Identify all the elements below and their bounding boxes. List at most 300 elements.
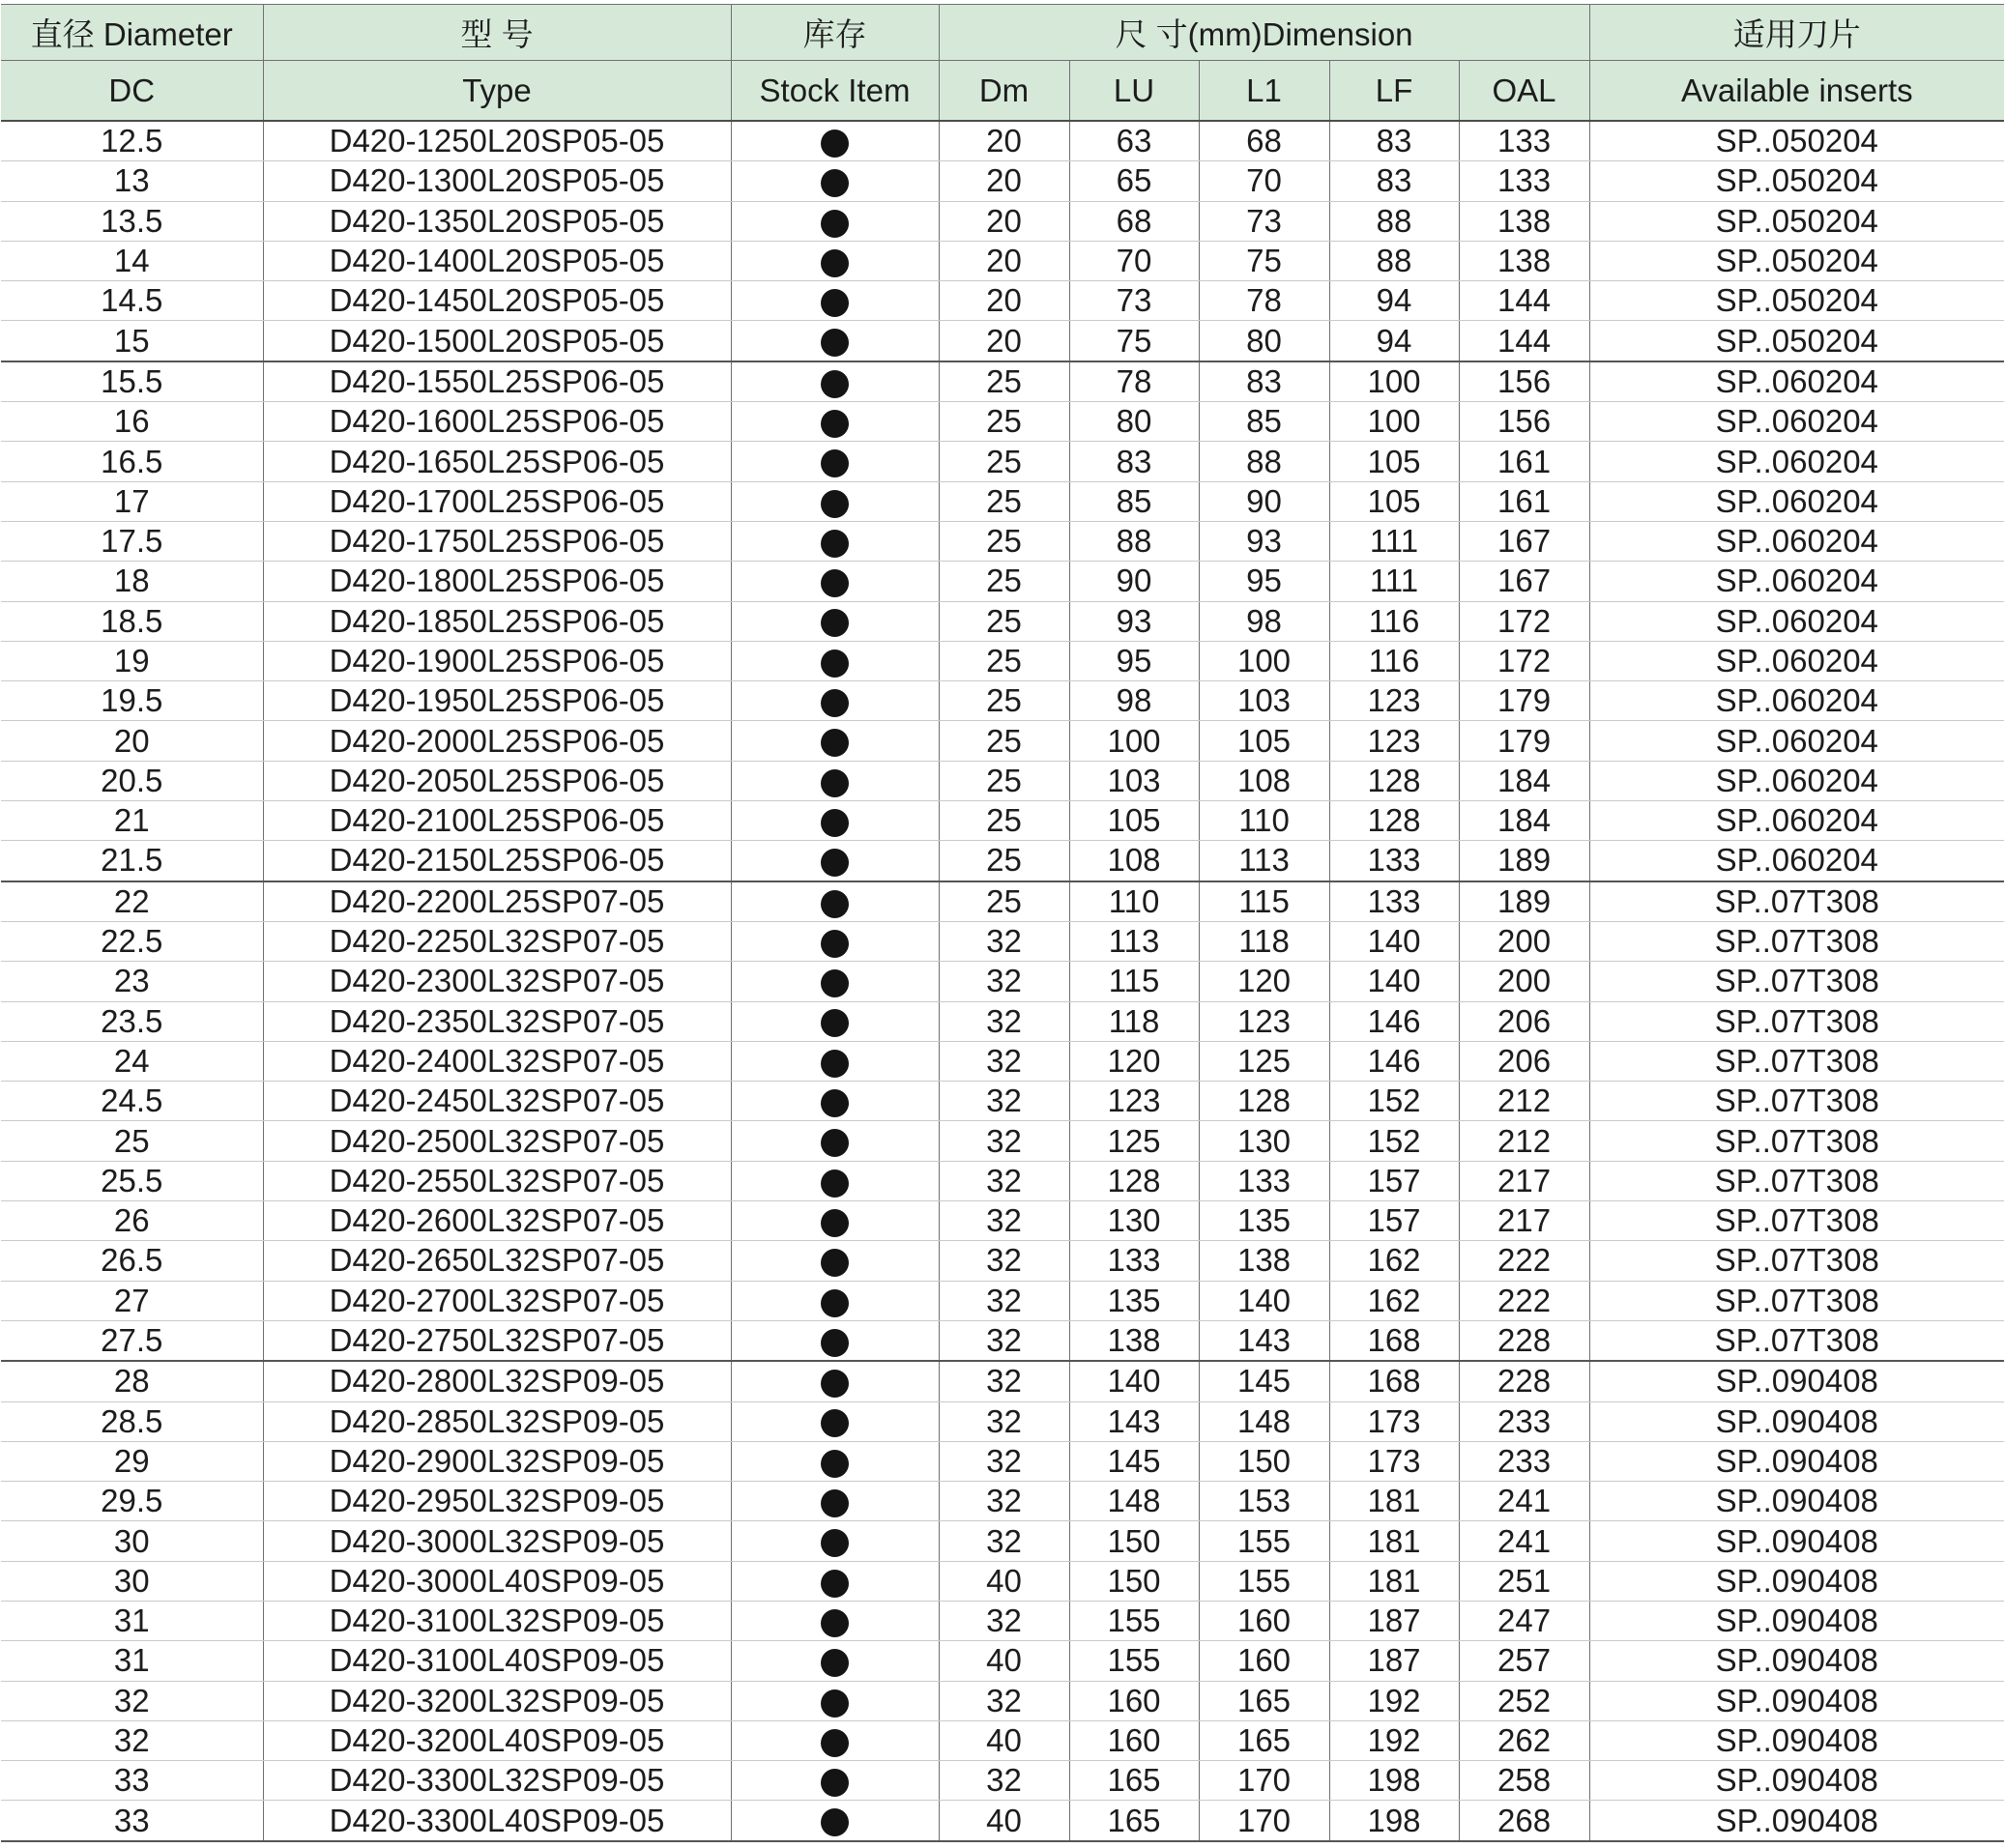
table-row: [1, 1681, 2004, 1720]
cell-oal: 156: [1459, 402, 1589, 442]
stock-dot-icon: [821, 769, 849, 797]
cell-l1: 128: [1199, 1082, 1329, 1121]
cell-type: D420-2400L32SP07-05: [263, 1041, 731, 1081]
cell-lu: 95: [1069, 641, 1199, 680]
cell-oal: 212: [1459, 1121, 1589, 1161]
cell-oal: 217: [1459, 1161, 1589, 1200]
cell-dc: 33: [1, 1801, 263, 1841]
table-row: [1, 161, 2004, 201]
table-row: [1, 1361, 2004, 1401]
table-row: [1, 1082, 2004, 1121]
cell-dc: 22: [1, 881, 263, 922]
cell-type: D420-1600L25SP06-05: [263, 402, 731, 442]
stock-dot-icon: [821, 1050, 849, 1078]
cell-stock: [731, 681, 939, 721]
cell-insert: SP..050204: [1589, 321, 2004, 361]
cell-lf: 128: [1329, 761, 1459, 800]
cell-lf: 187: [1329, 1601, 1459, 1640]
cell-dm: 25: [939, 841, 1069, 881]
cell-stock: [731, 1121, 939, 1161]
cell-type: D420-2500L32SP07-05: [263, 1121, 731, 1161]
stock-dot-icon: [821, 370, 849, 398]
cell-dc: 18: [1, 562, 263, 601]
cell-lf: 100: [1329, 361, 1459, 402]
cell-type: D420-3200L32SP09-05: [263, 1681, 731, 1720]
header-l1: L1: [1199, 61, 1329, 122]
cell-lu: 63: [1069, 121, 1199, 161]
cell-dc: 17.5: [1, 521, 263, 561]
cell-oal: 172: [1459, 601, 1589, 641]
cell-oal: 184: [1459, 761, 1589, 800]
cell-stock: [731, 1161, 939, 1200]
cell-dm: 32: [939, 1001, 1069, 1041]
cell-oal: 179: [1459, 681, 1589, 721]
stock-dot-icon: [821, 689, 849, 717]
cell-type: D420-1900L25SP06-05: [263, 641, 731, 680]
cell-lu: 105: [1069, 801, 1199, 841]
cell-oal: 233: [1459, 1441, 1589, 1481]
cell-lf: 116: [1329, 601, 1459, 641]
cell-dm: 32: [939, 1320, 1069, 1361]
cell-l1: 170: [1199, 1801, 1329, 1841]
cell-insert: SP..060204: [1589, 721, 2004, 761]
cell-dc: 20: [1, 721, 263, 761]
stock-dot-icon: [821, 1209, 849, 1237]
cell-l1: 73: [1199, 201, 1329, 241]
stock-dot-icon: [821, 410, 849, 438]
cell-stock: [731, 1801, 939, 1841]
cell-l1: 135: [1199, 1201, 1329, 1241]
cell-oal: 206: [1459, 1001, 1589, 1041]
cell-insert: SP..07T308: [1589, 1320, 2004, 1361]
header-inserts-en: Available inserts: [1589, 61, 2004, 122]
cell-lf: 157: [1329, 1201, 1459, 1241]
cell-oal: 268: [1459, 1801, 1589, 1841]
cell-lf: 111: [1329, 562, 1459, 601]
cell-insert: SP..090408: [1589, 1720, 2004, 1760]
cell-stock: [731, 1281, 939, 1320]
cell-dm: 25: [939, 442, 1069, 481]
cell-insert: SP..07T308: [1589, 921, 2004, 961]
cell-oal: 138: [1459, 241, 1589, 280]
cell-l1: 123: [1199, 1001, 1329, 1041]
cell-l1: 160: [1199, 1641, 1329, 1681]
cell-l1: 95: [1199, 562, 1329, 601]
cell-dc: 22.5: [1, 921, 263, 961]
cell-dc: 32: [1, 1681, 263, 1720]
cell-oal: 200: [1459, 962, 1589, 1001]
cell-stock: [731, 1320, 939, 1361]
table-row: [1, 121, 2004, 161]
header-dm: Dm: [939, 61, 1069, 122]
table-header: [1, 5, 2004, 122]
cell-dc: 30: [1, 1561, 263, 1601]
table-row: [1, 1001, 2004, 1041]
cell-dc: 16: [1, 402, 263, 442]
cell-lf: 181: [1329, 1561, 1459, 1601]
cell-l1: 150: [1199, 1441, 1329, 1481]
stock-dot-icon: [821, 809, 849, 837]
cell-l1: 108: [1199, 761, 1329, 800]
cell-lu: 148: [1069, 1482, 1199, 1521]
cell-dm: 40: [939, 1561, 1069, 1601]
cell-dm: 32: [939, 1161, 1069, 1200]
cell-oal: 138: [1459, 201, 1589, 241]
cell-dm: 32: [939, 1041, 1069, 1081]
header-type-cn: 型 号: [263, 5, 731, 61]
cell-type: D420-3100L40SP09-05: [263, 1641, 731, 1681]
table-row: [1, 1201, 2004, 1241]
cell-dm: 25: [939, 801, 1069, 841]
cell-type: D420-2900L32SP09-05: [263, 1441, 731, 1481]
cell-insert: SP..090408: [1589, 1561, 2004, 1601]
cell-type: D420-1500L20SP05-05: [263, 321, 731, 361]
cell-dm: 25: [939, 761, 1069, 800]
cell-l1: 155: [1199, 1521, 1329, 1561]
cell-lf: 128: [1329, 801, 1459, 841]
stock-dot-icon: [821, 1769, 849, 1797]
cell-lu: 138: [1069, 1320, 1199, 1361]
cell-lu: 120: [1069, 1041, 1199, 1081]
cell-dc: 32: [1, 1720, 263, 1760]
cell-insert: SP..090408: [1589, 1401, 2004, 1441]
cell-stock: [731, 601, 939, 641]
cell-insert: SP..050204: [1589, 201, 2004, 241]
cell-lu: 165: [1069, 1761, 1199, 1801]
cell-lu: 150: [1069, 1561, 1199, 1601]
cell-l1: 145: [1199, 1361, 1329, 1401]
cell-stock: [731, 881, 939, 922]
table-row: [1, 361, 2004, 402]
cell-lu: 73: [1069, 281, 1199, 321]
cell-stock: [731, 1201, 939, 1241]
cell-stock: [731, 1441, 939, 1481]
cell-oal: 189: [1459, 881, 1589, 922]
cell-lf: 100: [1329, 402, 1459, 442]
cell-dm: 25: [939, 881, 1069, 922]
cell-dm: 32: [939, 962, 1069, 1001]
cell-lu: 155: [1069, 1641, 1199, 1681]
cell-lf: 157: [1329, 1161, 1459, 1200]
cell-stock: [731, 281, 939, 321]
cell-stock: [731, 841, 939, 881]
cell-oal: 212: [1459, 1082, 1589, 1121]
cell-dm: 25: [939, 601, 1069, 641]
product-spec-table: [1, 4, 2004, 1842]
cell-type: D420-2100L25SP06-05: [263, 801, 731, 841]
cell-lf: 198: [1329, 1801, 1459, 1841]
cell-insert: SP..050204: [1589, 281, 2004, 321]
cell-insert: SP..060204: [1589, 641, 2004, 680]
cell-type: D420-3000L32SP09-05: [263, 1521, 731, 1561]
cell-insert: SP..090408: [1589, 1441, 2004, 1481]
cell-type: D420-2950L32SP09-05: [263, 1482, 731, 1521]
stock-dot-icon: [821, 1689, 849, 1718]
cell-stock: [731, 1482, 939, 1521]
cell-oal: 144: [1459, 321, 1589, 361]
cell-oal: 184: [1459, 801, 1589, 841]
stock-dot-icon: [821, 1450, 849, 1478]
cell-l1: 85: [1199, 402, 1329, 442]
cell-type: D420-1250L20SP05-05: [263, 121, 731, 161]
cell-dm: 20: [939, 281, 1069, 321]
cell-l1: 120: [1199, 962, 1329, 1001]
cell-insert: SP..07T308: [1589, 1161, 2004, 1200]
cell-oal: 217: [1459, 1201, 1589, 1241]
cell-oal: 144: [1459, 281, 1589, 321]
cell-lf: 140: [1329, 962, 1459, 1001]
cell-l1: 115: [1199, 881, 1329, 922]
stock-dot-icon: [821, 609, 849, 637]
cell-lu: 123: [1069, 1082, 1199, 1121]
cell-type: D420-1350L20SP05-05: [263, 201, 731, 241]
stock-dot-icon: [821, 1089, 849, 1117]
cell-insert: SP..050204: [1589, 241, 2004, 280]
cell-dm: 32: [939, 1201, 1069, 1241]
cell-lf: 123: [1329, 721, 1459, 761]
cell-lu: 130: [1069, 1201, 1199, 1241]
cell-dc: 26.5: [1, 1241, 263, 1281]
cell-lf: 181: [1329, 1482, 1459, 1521]
cell-dm: 32: [939, 1681, 1069, 1720]
cell-insert: SP..090408: [1589, 1681, 2004, 1720]
cell-l1: 133: [1199, 1161, 1329, 1200]
cell-oal: 200: [1459, 921, 1589, 961]
cell-stock: [731, 801, 939, 841]
cell-stock: [731, 1241, 939, 1281]
cell-l1: 165: [1199, 1720, 1329, 1760]
table-row: [1, 1320, 2004, 1361]
cell-insert: SP..07T308: [1589, 962, 2004, 1001]
cell-insert: SP..060204: [1589, 841, 2004, 881]
cell-dc: 19: [1, 641, 263, 680]
cell-stock: [731, 161, 939, 201]
table-row: [1, 201, 2004, 241]
cell-insert: SP..050204: [1589, 121, 2004, 161]
stock-dot-icon: [821, 849, 849, 877]
cell-stock: [731, 1001, 939, 1041]
cell-oal: 206: [1459, 1041, 1589, 1081]
cell-stock: [731, 442, 939, 481]
cell-oal: 179: [1459, 721, 1589, 761]
cell-dc: 14: [1, 241, 263, 280]
stock-dot-icon: [821, 729, 849, 757]
cell-stock: [731, 121, 939, 161]
cell-l1: 78: [1199, 281, 1329, 321]
cell-l1: 140: [1199, 1281, 1329, 1320]
header-stock-cn: 库存: [731, 5, 939, 61]
cell-type: D420-1650L25SP06-05: [263, 442, 731, 481]
cell-dc: 29: [1, 1441, 263, 1481]
cell-dc: 26: [1, 1201, 263, 1241]
cell-dc: 25: [1, 1121, 263, 1161]
table-row: [1, 921, 2004, 961]
cell-l1: 153: [1199, 1482, 1329, 1521]
table-row: [1, 1281, 2004, 1320]
cell-lu: 160: [1069, 1720, 1199, 1760]
cell-l1: 83: [1199, 361, 1329, 402]
stock-dot-icon: [821, 1129, 849, 1157]
cell-oal: 167: [1459, 521, 1589, 561]
stock-dot-icon: [821, 210, 849, 238]
table-row: [1, 841, 2004, 881]
stock-dot-icon: [821, 1409, 849, 1437]
cell-insert: SP..060204: [1589, 481, 2004, 521]
table-row: [1, 1561, 2004, 1601]
cell-insert: SP..07T308: [1589, 1121, 2004, 1161]
stock-dot-icon: [821, 289, 849, 317]
cell-type: D420-2000L25SP06-05: [263, 721, 731, 761]
cell-dm: 40: [939, 1641, 1069, 1681]
cell-oal: 222: [1459, 1241, 1589, 1281]
cell-dc: 27.5: [1, 1320, 263, 1361]
cell-l1: 113: [1199, 841, 1329, 881]
cell-lf: 88: [1329, 241, 1459, 280]
stock-dot-icon: [821, 1808, 849, 1836]
cell-lu: 155: [1069, 1601, 1199, 1640]
cell-type: D420-2550L32SP07-05: [263, 1161, 731, 1200]
cell-dm: 32: [939, 1241, 1069, 1281]
cell-lu: 125: [1069, 1121, 1199, 1161]
table-row: [1, 962, 2004, 1001]
cell-dc: 27: [1, 1281, 263, 1320]
cell-dm: 32: [939, 1521, 1069, 1561]
cell-insert: SP..060204: [1589, 402, 2004, 442]
cell-lu: 70: [1069, 241, 1199, 280]
cell-dc: 24: [1, 1041, 263, 1081]
cell-l1: 105: [1199, 721, 1329, 761]
stock-dot-icon: [821, 1489, 849, 1517]
cell-dc: 30: [1, 1521, 263, 1561]
cell-dm: 20: [939, 241, 1069, 280]
cell-lf: 168: [1329, 1320, 1459, 1361]
stock-dot-icon: [821, 1289, 849, 1317]
cell-oal: 189: [1459, 841, 1589, 881]
table-row: [1, 521, 2004, 561]
stock-dot-icon: [821, 890, 849, 918]
product-table-sheet: [1, 4, 2004, 1842]
cell-lf: 173: [1329, 1401, 1459, 1441]
cell-l1: 110: [1199, 801, 1329, 841]
cell-insert: SP..090408: [1589, 1761, 2004, 1801]
cell-dm: 32: [939, 1441, 1069, 1481]
stock-dot-icon: [821, 1329, 849, 1357]
cell-stock: [731, 1561, 939, 1601]
table-row: [1, 681, 2004, 721]
cell-insert: SP..060204: [1589, 681, 2004, 721]
cell-oal: 241: [1459, 1521, 1589, 1561]
cell-dm: 32: [939, 1361, 1069, 1401]
cell-lf: 105: [1329, 442, 1459, 481]
cell-type: D420-2150L25SP06-05: [263, 841, 731, 881]
cell-dc: 21.5: [1, 841, 263, 881]
table-row: [1, 562, 2004, 601]
cell-l1: 68: [1199, 121, 1329, 161]
cell-type: D420-1550L25SP06-05: [263, 361, 731, 402]
cell-lf: 146: [1329, 1001, 1459, 1041]
stock-dot-icon: [821, 930, 849, 958]
table-body: [1, 121, 2004, 1841]
cell-insert: SP..090408: [1589, 1521, 2004, 1561]
cell-type: D420-2450L32SP07-05: [263, 1082, 731, 1121]
stock-dot-icon: [821, 1649, 849, 1677]
cell-type: D420-1950L25SP06-05: [263, 681, 731, 721]
cell-lu: 145: [1069, 1441, 1199, 1481]
cell-lu: 113: [1069, 921, 1199, 961]
cell-dc: 14.5: [1, 281, 263, 321]
table-row: [1, 1720, 2004, 1760]
cell-l1: 125: [1199, 1041, 1329, 1081]
cell-type: D420-2200L25SP07-05: [263, 881, 731, 922]
cell-l1: 165: [1199, 1681, 1329, 1720]
cell-stock: [731, 562, 939, 601]
cell-dc: 33: [1, 1761, 263, 1801]
header-type-en: Type: [263, 61, 731, 122]
stock-dot-icon: [821, 1729, 849, 1757]
cell-insert: SP..060204: [1589, 361, 2004, 402]
cell-lu: 143: [1069, 1401, 1199, 1441]
cell-l1: 90: [1199, 481, 1329, 521]
cell-type: D420-1300L20SP05-05: [263, 161, 731, 201]
cell-type: D420-3300L32SP09-05: [263, 1761, 731, 1801]
cell-oal: 252: [1459, 1681, 1589, 1720]
cell-lf: 173: [1329, 1441, 1459, 1481]
stock-dot-icon: [821, 1529, 849, 1557]
cell-type: D420-2250L32SP07-05: [263, 921, 731, 961]
cell-dc: 17: [1, 481, 263, 521]
cell-dm: 40: [939, 1720, 1069, 1760]
header-dimension: 尺 寸(mm)Dimension: [939, 5, 1589, 61]
cell-insert: SP..07T308: [1589, 1082, 2004, 1121]
table-row: [1, 1801, 2004, 1841]
cell-dc: 20.5: [1, 761, 263, 800]
cell-oal: 161: [1459, 442, 1589, 481]
cell-lf: 111: [1329, 521, 1459, 561]
table-row: [1, 1401, 2004, 1441]
cell-insert: SP..07T308: [1589, 1201, 2004, 1241]
stock-dot-icon: [821, 969, 849, 997]
cell-l1: 75: [1199, 241, 1329, 280]
cell-dc: 21: [1, 801, 263, 841]
table-row: [1, 641, 2004, 680]
cell-dm: 32: [939, 1082, 1069, 1121]
cell-dc: 28.5: [1, 1401, 263, 1441]
cell-lu: 78: [1069, 361, 1199, 402]
cell-lf: 83: [1329, 121, 1459, 161]
cell-lu: 100: [1069, 721, 1199, 761]
table-row: [1, 241, 2004, 280]
cell-oal: 167: [1459, 562, 1589, 601]
cell-lu: 135: [1069, 1281, 1199, 1320]
cell-oal: 156: [1459, 361, 1589, 402]
cell-stock: [731, 361, 939, 402]
cell-stock: [731, 321, 939, 361]
cell-stock: [731, 521, 939, 561]
cell-stock: [731, 1601, 939, 1640]
cell-lu: 80: [1069, 402, 1199, 442]
cell-lu: 133: [1069, 1241, 1199, 1281]
table-row: [1, 1241, 2004, 1281]
cell-lu: 85: [1069, 481, 1199, 521]
cell-stock: [731, 1401, 939, 1441]
cell-dc: 29.5: [1, 1482, 263, 1521]
cell-type: D420-1700L25SP06-05: [263, 481, 731, 521]
cell-stock: [731, 481, 939, 521]
cell-lu: 65: [1069, 161, 1199, 201]
cell-dc: 19.5: [1, 681, 263, 721]
cell-type: D420-3000L40SP09-05: [263, 1561, 731, 1601]
cell-stock: [731, 1641, 939, 1681]
